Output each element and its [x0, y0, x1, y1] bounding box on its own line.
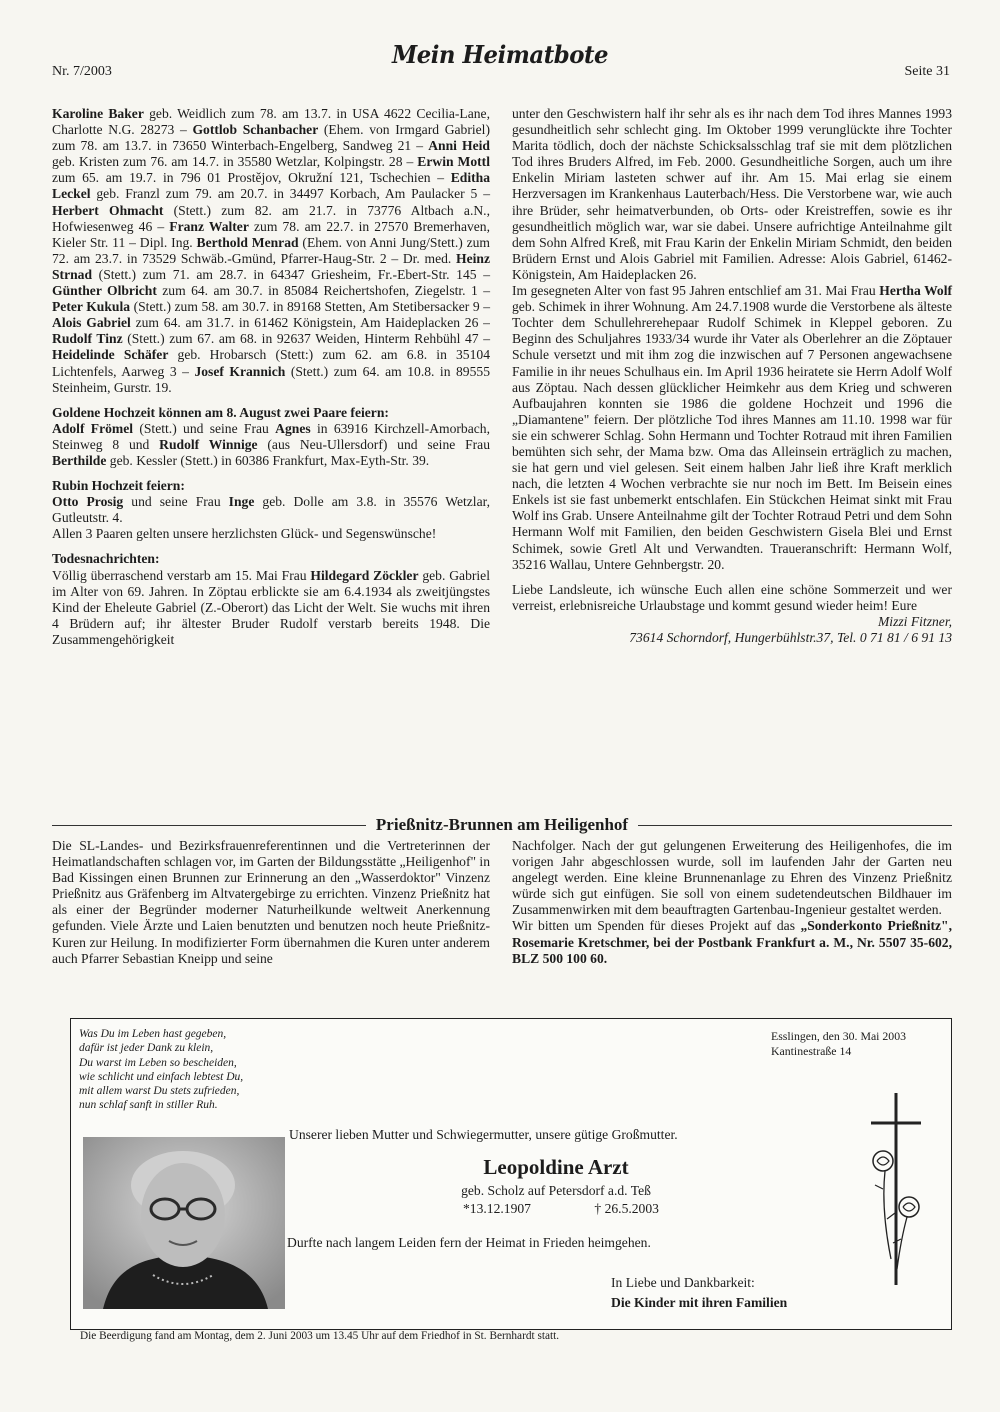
- text-run: geb. Kessler (Stett.) in 60386 Frankfurt, Max-Eyth-Str. 39.: [106, 452, 430, 468]
- text-run: Völlig überraschend verstarb am 15. Mai Frau: [52, 567, 311, 583]
- birth-date: *13.12.1907: [463, 1201, 531, 1216]
- poem-line: mit allem warst Du stets zufrieden,: [79, 1085, 240, 1098]
- person-name: Inge: [228, 494, 255, 510]
- left-column: [52, 106, 490, 648]
- birthday-details: (Stett.) zum 67. am 68. in 92637 Weiden, Hinterm Rehbühl 47 –: [122, 331, 490, 347]
- birthday-details: (Ehem. von Anni Jung/Stett.) zum 72. am 23.7. in 73529 Schwäb.-Gmünd, Pfarrer-Haug-Str. 2 – Dr. med.: [52, 234, 490, 266]
- ruby-wedding-heading: Rubin Hochzeit feiern:: [52, 478, 185, 494]
- birthday-person-name: Franz Walter: [169, 218, 249, 234]
- text-run: Wir bitten um Spenden für dieses Projekt auf das: [512, 918, 801, 934]
- birthday-person-name: Rudolf Tinz: [52, 331, 123, 347]
- poem-line: nun schlaf sanft in stiller Ruh.: [79, 1099, 218, 1112]
- golden-wedding-text: [52, 421, 490, 469]
- birthday-details: (Stett.) zum 58. am 30.7. in 89168 Stetten, Am Stetibersacker 9 –: [130, 299, 490, 315]
- text-run: geb. Schimek in ihrer Wohnung. Am 24.7.1908 wurde die Verstorbene als älteste Tochter dem Schullehrerehepaar Rudolf Schimek in Kleppel geboren. Zu Beginn des Schuljahres 1933/34 wurde ihr Vater als Oberlehrer an die Zöptauer Schule versetzt und mit ihm zog die inzwischen auf 7 Personen angewachsene Familie in ihr neues Schulhaus ein. Im April 1936 heiratete sie Herrn Adolf Wolf aus Zöptau. Nach dessen glücklicher Heimkehr aus dem Krieg und schweren Aufbaujahren konnten sie 1986 die goldene Hochzeit und 1996 die „Diamantene" feiern. Der plötzliche Tod ihres Mannes am 11.10. 1998 war für sie ein schwerer Schlag. Sohn Hermann und Tochter Rotraud mit ihren Familien bemühten sich sehr, der Mama bzw. Oma das Alleinsein erträglich zu machen, sie hat gern und viel gelesen. Seit einem halben Jahr ließ ihre Kraft merklich nach, die letzten 4 Wochen verbrachte sie nur noch im Bett. Im Beisein eines Enkels ist sie fast unbemerkt entschlafen. Ein Stückchen Heimat sinkt mit Frau Wolf ins Grab. Unsere Anteilnahme gilt der Tochter Rotraud Petri und dem Sohn Hermann Wolf mit Familien, den beiden Geschwistern Gisela Blei und Ernst Schimek, sowie Gretl Alt und Verwandten. Traueranschrift: Hermann Wolf, 35216 Wallau, Untere Gehnbergstr. 20.: [512, 299, 952, 572]
- page-number: Seite 31: [904, 64, 950, 79]
- brunnen-right-text: [512, 838, 952, 967]
- person-name: Hildegard Zöckler: [310, 567, 419, 583]
- death-notice-zoeckler: [52, 568, 490, 648]
- rest-text: Durfte nach langem Leiden fern der Heimat in Frieden heimgehen.: [287, 1235, 651, 1250]
- deceased-name: Leopoldine Arzt: [483, 1155, 629, 1179]
- text-run: geb. Dolle am 3.8. in 35576 Wetzlar, Gutleutstr. 4.: [52, 494, 491, 526]
- birthdays-paragraph: [52, 106, 490, 396]
- obituary-box: [70, 1018, 952, 1330]
- birthday-person-name: Günther Olbricht: [52, 283, 157, 299]
- person-name: Agnes: [275, 420, 311, 436]
- thanks-line: In Liebe und Dankbarkeit:: [611, 1275, 755, 1290]
- heading-rule-right: [638, 825, 952, 826]
- birthday-person-name: Herbert Ohmacht: [52, 202, 164, 218]
- text-run: Im gesegneten Alter von fast 95 Jahren entschlief am 31. Mai Frau: [512, 283, 880, 299]
- birthday-person-name: Heidelinde Schäfer: [52, 347, 169, 363]
- birthday-person-name: Erwin Mottl: [417, 154, 490, 170]
- funeral-note: Die Beerdigung fand am Montag, dem 2. Juni 2003 um 13.45 Uhr auf dem Friedhof in St. Bernhardt statt.: [80, 1330, 560, 1342]
- golden-wedding-heading: Goldene Hochzeit können am 8. August zwei Paare feiern:: [52, 404, 389, 420]
- birthday-person-name: Alois Gabriel: [52, 315, 131, 331]
- right-column: [512, 106, 952, 646]
- person-name: Otto Prosig: [52, 494, 124, 510]
- issue-number: Nr. 7/2003: [52, 64, 112, 79]
- life-dates: [463, 1201, 719, 1217]
- author-signature: Mizzi Fitzner,: [877, 613, 952, 629]
- text-run: (Stett.) und seine Frau: [133, 420, 276, 436]
- death-notice-zoeckler-continued: unter den Geschwistern half ihr sehr als es ihr nach dem Tod ihres Mannes 1993 gesundheitlich sehr schlecht ging. Im Oktober 1999 verunglückte ihre Tochter Marita tödlich, doch der nächste Schicksalsschlag traf sie mit dem plötzlichen Tod ihres Bruders Alfred, im Feb. 2000. Gesundheitliche Sorgen, auch um ihre Enkelin Miriam lasteten schwer auf ihr. Am 15. Mai erlag sie einem Herzversagen im Krankenhaus Lauterbach/Hess. Die Verstorbene war, wie auch ihre Brüder, sehr heimatverbunden, ob Orts- oder Kreistreffen, sowie es ihr gesundheitlich möglich war, war sie dabei. Unsere aufrichtige Anteilnahme gilt dem Sohn Alfred Kreß, mit Frau Karin der Enkelin Miriam Schmidt, den beiden Brüdern Ernst und Alois Gabriel mit Familien. Adresse: Alois Gabriel, 61462-Königstein, Am Haideplacken 26.: [512, 106, 952, 282]
- date-line: Esslingen, den 30. Mai 2003: [771, 1029, 906, 1043]
- wedding-wishes: Allen 3 Paaren gelten unsere herzlichsten Glück- und Segenswünsche!: [52, 526, 437, 542]
- place-and-date: [771, 1029, 906, 1059]
- birthday-person-name: Gottlob Schanbacher: [192, 122, 319, 138]
- brunnen-left-text: [52, 838, 490, 967]
- ruby-wedding-text: [52, 494, 490, 526]
- birthday-details: geb. Franzl zum 79. am 20.7. in 34497 Korbach, Am Paulacker 5 –: [90, 186, 490, 202]
- masthead-title: Mein Heimatbote: [391, 40, 609, 69]
- person-name: Adolf Frömel: [52, 420, 134, 436]
- section-title: Prießnitz-Brunnen am Heiligenhof: [375, 815, 629, 834]
- birthday-person-name: Heinz Strnad: [52, 250, 490, 282]
- birthday-details: zum 78. am 22.7. in 27570 Bremerhaven, Kieler Str. 11 – Dipl. Ing.: [52, 218, 491, 250]
- birthday-person-name: Anni Heid: [428, 138, 490, 154]
- birthday-details: (Stett.) zum 71. am 28.7. in 64347 Griesheim, Fr.-Ebert-Str. 145 –: [92, 266, 490, 282]
- birthday-details: zum 64. am 31.7. in 61462 Königstein, Am Haideplacken 26 –: [130, 315, 490, 331]
- author-address: 73614 Schorndorf, Hungerbühlstr.37, Tel. 0 71 81 / 6 91 13: [629, 630, 952, 645]
- poem-line: Was Du im Leben hast gegeben,: [79, 1028, 227, 1040]
- birthday-details: (Stett.) zum 64. am 10.8. in 89555 Steinheim, Gurstr. 19.: [52, 363, 490, 395]
- deaths-heading: Todesnachrichten:: [52, 551, 160, 567]
- birthday-person-name: Editha Leckel: [52, 170, 490, 202]
- death-notice-wolf: [512, 283, 952, 573]
- birthday-details: geb. Kristen zum 76. am 14.7. in 35580 Wetzlar, Kolpingstr. 28 –: [52, 154, 418, 170]
- text-run: in 63916 Kirchzell-Amorbach, Steinweg 8 und: [52, 420, 490, 452]
- donation-appeal: [512, 918, 952, 966]
- brunnen-paragraph: Nachfolger. Nach der gut gelungenen Erweiterung des Heiligenhofes, die im vorigen Jahr abgeschlossen wurde, soll im laufenden Jahr der Garten neu angelegt werden. Eine kleine Brunnenanlage zu Ehren des Vinzenz Prießnitz würde sich gut einfügen. Sie soll von einem sudetendeutschen Bildhauer im Zusammenwirken mit dem beauftragten Gartenbau-Ingenieur gestaltet werden.: [512, 838, 952, 918]
- person-name: Rudolf Winnige: [159, 436, 258, 452]
- birthday-details: zum 65. am 19.7. in 796 01 Prostějov, Okružní 121, Tschechien –: [52, 170, 451, 186]
- maiden-name: geb. Scholz auf Petersdorf a.d. Teß: [461, 1183, 651, 1198]
- poem-line: Du warst im Leben so bescheiden,: [79, 1056, 237, 1069]
- text-run: (aus Neu-Ullersdorf) und seine Frau: [257, 436, 490, 452]
- birthday-person-name: Peter Kukula: [52, 299, 131, 315]
- person-name: Berthilde: [52, 452, 107, 468]
- cross-with-roses-icon: [861, 1089, 931, 1289]
- closing-greeting: [512, 582, 952, 614]
- birthday-person-name: Josef Krannich: [194, 363, 286, 379]
- street-line: Kantinestraße 14: [771, 1044, 852, 1058]
- person-name: Hertha Wolf: [879, 283, 953, 299]
- obituary-intro: Unserer lieben Mutter und Schwiegermutter, unsere gütige Großmutter.: [289, 1127, 678, 1142]
- text-run: geb. Gabriel im Alter von 69. Jahren. In Zöptau erblickte sie am 6.4.1934 als zweitjüngstes Kind der Eheleute Gabriel (Z.-Oberort) das Licht der Welt. Sie wuchs mit ihren 4 Brüdern auf; ihr ältester Bruder Rudolf verstarb bereits 1948. Die Zusammengehörigkeit: [52, 567, 490, 647]
- birthday-details: (Stett.) zum 82. am 21.7. in 73776 Altbach a.N., Hofwiesenweg 46 –: [52, 202, 490, 234]
- poem-line: wie schlicht und einfach lebtest Du,: [79, 1070, 244, 1083]
- text-run: und seine Frau: [123, 494, 229, 510]
- birthday-details: zum 64. am 30.7. in 85084 Reichertshofen, Ziegelstr. 1 –: [156, 283, 490, 299]
- brunnen-paragraph: Die SL-Landes- und Bezirksfrauenreferentinnen und die Vertreterinnen der Heimatlandschaften schlagen vor, im Garten der Bildungsstätte „Heiligenhof" in Bad Kissingen einen Brunnen zur Erinnerung an den „Wasserdoktor" Vinzenz Prießnitz aus Gräfenberg im Altvatergebirge zu errichten. Vinzenz Prießnitz hat als einer der Begründer moderner Naturheilkunde weltweit Anerkennung gefunden. Viele Ärzte und Laien benutzten und benutzen noch heute Prießnitz-Kuren zur Heilung. In modifizierter Form übernahmen die Kuren unter anderem auch Pfarrer Sebastian Kneipp und seine: [52, 838, 490, 966]
- birthday-details: geb. Hrobarsch (Stett:) zum 62. am 6.8. in 35104 Lichtenfels, Aarweg 3 –: [52, 347, 490, 379]
- bank-account-details: „Sonderkonto Prießnitz", Rosemarie Kretschmer, bei der Postbank Frankfurt a. M., Nr. 5507 35-602, BLZ 500 100 60.: [512, 918, 953, 966]
- birthday-details: geb. Weidlich zum 78. am 13.7. in USA 4622 Cecilia-Lane, Charlotte N.G. 28273 –: [52, 106, 490, 138]
- section-heading-brunnen: [52, 814, 952, 836]
- birthday-person-name: Karoline Baker: [52, 106, 144, 121]
- death-date: † 26.5.2003: [594, 1201, 659, 1216]
- family-signature: Die Kinder mit ihren Familien: [611, 1295, 788, 1310]
- memorial-poem: [79, 1027, 243, 1113]
- poem-line: dafür ist jeder Dank zu klein,: [79, 1042, 214, 1055]
- birthday-person-name: Berthold Menrad: [196, 234, 299, 250]
- birthday-details: (Ehem. von Irmgard Gabriel) zum 78. am 13.7. in 73650 Winterbach-Engelberg, Sandweg 21 –: [52, 122, 490, 154]
- heading-rule-left: [52, 825, 366, 826]
- text-run: Liebe Landsleute, ich wünsche Euch allen eine schöne Sommerzeit und wer verreist, erlebnisreiche Urlaubstage und kommt gesund wieder heim! Eure: [512, 581, 952, 613]
